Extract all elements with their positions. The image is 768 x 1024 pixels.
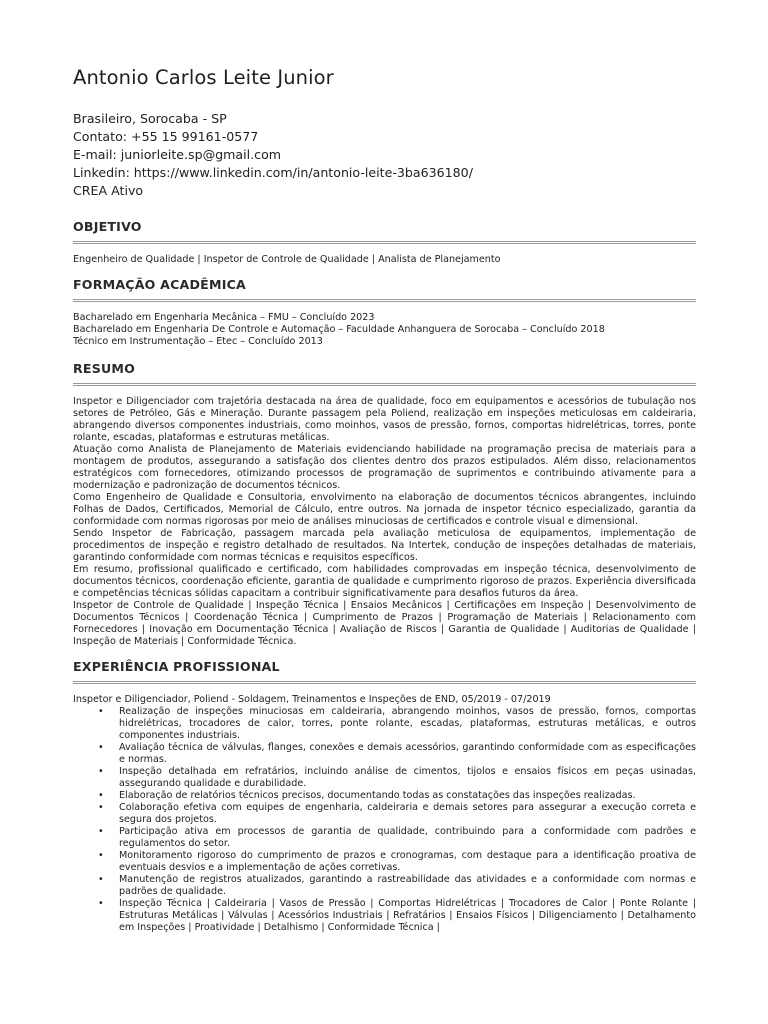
section-divider [73,681,696,684]
job-bullet-text: Monitoramento rigoroso do cumprimento de prazos e cronogramas, com destaque para a identificação proativa de eventuais desvios e a implementação de ações corretivas. [119,850,696,873]
nationality-location: Brasileiro, Sorocaba - SP [73,111,227,126]
job-bullet [73,790,696,802]
job-bullet-text: Colaboração efetiva com equipes de engenharia, caldeiraria e demais setores para assegurar a execução correta e segura dos projetos. [119,802,696,825]
experience-entry [73,694,696,934]
education-item: Técnico em Instrumentação – Etec – Concluído 2013 [73,336,323,347]
candidate-name: Antonio Carlos Leite Junior [73,66,334,89]
job-bullet [73,706,696,742]
summary-paragraph: Em resumo, profissional qualificado e certificado, com habilidades comprovadas em inspeção técnica, desenvolvimento de documentos técnicos, coordenação eficiente, garantia de qualidade e cumprimento rigoroso de prazos. Experiência diversificada e competências técnicas sólidas capacitam a contribuir significativamente para desafios futuros da área. [73,564,696,599]
bullet-icon: • [98,874,104,885]
bullet-icon: • [98,898,104,909]
section-title-objetivo: OBJETIVO [73,219,142,234]
education-section [73,277,696,348]
linkedin-contact: Linkedin: https://www.linkedin.com/in/antonio-leite-3ba636180/ [73,165,473,180]
objective-section [73,219,696,266]
bullet-icon: • [98,706,104,717]
summary-text [73,396,696,648]
job-bullet [73,826,696,850]
education-item: Bacharelado em Engenharia Mecânica – FMU – Concluído 2023 [73,312,375,323]
job-bullet-text: Manutenção de registros atualizados, garantindo a rastreabilidade das atividades e a conformidade com normas e padrões de qualidade. [119,874,696,897]
contact-block [73,110,696,200]
job-bullet-text: Realização de inspeções minuciosas em caldeiraria, abrangendo moinhos, vasos de pressão, fornos, comportas hidrelétricas, trocadores de calor, torres, ponte rolante, escadas, plataformas, estruturas metálicas, e outros componentes industriais. [119,706,696,741]
job-bullet-text: Avaliação técnica de válvulas, flanges, conexões e demais acessórios, garantindo conformidade com as especificações e normas. [119,742,696,765]
bullet-icon: • [98,850,104,861]
section-title-formacao: FORMAÇÃO ACADÊMICA [73,277,246,292]
job-bullet-text: Inspeção Técnica | Caldeiraria | Vasos de Pressão | Comportas Hidrelétricas | Trocadores de Calor | Ponte Rolante | Estruturas Metálicas | Válvulas | Acessórios Industriais | Refratários | Ensaios Físicos | Diligenciamento | Detalhamento em Inspeções | Proatividade | Detalhismo | Conformidade Técnica | [119,898,696,933]
bullet-icon: • [98,742,104,753]
summary-paragraph: Inspetor e Diligenciador com trajetória destacada na área de qualidade, foco em equipamentos e acessórios de tubulação nos setores de Petróleo, Gás e Mineração. Durante passagem pela Poliend, realização em inspeções meticulosas em caldeiraria, abrangendo diversos componentes industriais, como moinhos, vasos de pressão, fornos, comportas hidrelétricas, torres, ponte rolante, escadas, plataformas e estruturas metálicas. [73,396,696,443]
education-item: Bacharelado em Engenharia De Controle e Automação – Faculdade Anhanguera de Sorocaba – Concluído 2018 [73,324,605,335]
summary-section [73,361,696,648]
job-bullet-text: Participação ativa em processos de garantia de qualidade, contribuindo para a conformidade com padrões e regulamentos do setor. [119,826,696,849]
bullet-icon: • [98,826,104,837]
summary-paragraph: Como Engenheiro de Qualidade e Consultoria, envolvimento na elaboração de documentos técnicos abrangentes, incluindo Folhas de Dados, Certificados, Memorial de Cálculo, entre outros. Na jornada de inspetor técnico especializado, garantia da conformidade com normas rigorosas por meio de análises minuciosas de certificados e controle visual e dimensional. [73,492,696,527]
section-divider [73,383,696,386]
job-bullet-list [73,706,696,934]
job-bullet [73,898,696,934]
crea-status: CREA Ativo [73,183,144,198]
bullet-icon: • [98,790,104,801]
job-bullet [73,802,696,826]
job-bullet [73,850,696,874]
education-list [73,312,696,348]
job-bullet [73,742,696,766]
section-title-resumo: RESUMO [73,361,136,376]
experience-section [73,659,696,934]
bullet-icon: • [98,766,104,777]
job-title: Inspetor e Diligenciador, Poliend - Soldagem, Treinamentos e Inspeções de END, 05/2019 - 07/2019 [73,694,551,705]
objective-text: Engenheiro de Qualidade | Inspetor de Controle de Qualidade | Analista de Planejamento [73,254,501,265]
job-bullet-text: Elaboração de relatórios técnicos precisos, documentando todas as constatações das inspeções realizadas. [119,790,636,801]
job-bullet [73,766,696,790]
job-bullet-text: Inspeção detalhada em refratários, incluindo análise de cimentos, tijolos e ensaios físicos em peças usinadas, assegurando qualidade e durabilidade. [119,766,696,789]
job-bullet [73,874,696,898]
bullet-icon: • [98,802,104,813]
section-divider [73,299,696,302]
summary-paragraph: Atuação como Analista de Planejamento de Materiais evidenciando habilidade na programação precisa de materiais para a montagem de produtos, assegurando a satisfação dos clientes dentro dos prazos estipulados. Além disso, relacionamentos estratégicos com fornecedores, otimizando processos de programação de suprimentos e contribuindo ativamente para a modernização e padronização de documentos técnicos. [73,444,696,491]
section-title-experiencia: EXPERIÊNCIA PROFISSIONAL [73,659,280,674]
email-contact: E-mail: juniorleite.sp@gmail.com [73,147,282,162]
phone-contact: Contato: +55 15 99161-0577 [73,129,259,144]
summary-paragraph: Sendo Inspetor de Fabricação, passagem marcada pela avaliação meticulosa de equipamentos, implementação de procedimentos de inspeção e registro detalhado de resultados. Na Intertek, condução de inspeções detalhadas de materiais, garantindo conformidade com normas técnicas e requisitos específicos. [73,528,696,563]
summary-keywords: Inspetor de Controle de Qualidade | Inspeção Técnica | Ensaios Mecânicos | Certificações em Inspeção | Desenvolvimento de Documentos Técnicos | Coordenação Técnica | Cumprimento de Prazos | Programação de Materiais | Relacionamento com Fornecedores | Inovação em Documentação Técnica | Avaliação de Riscos | Garantia de Qualidade | Auditorias de Qualidade | Inspeção de Materiais | Conformidade Técnica. [73,600,696,647]
section-divider [73,241,696,244]
